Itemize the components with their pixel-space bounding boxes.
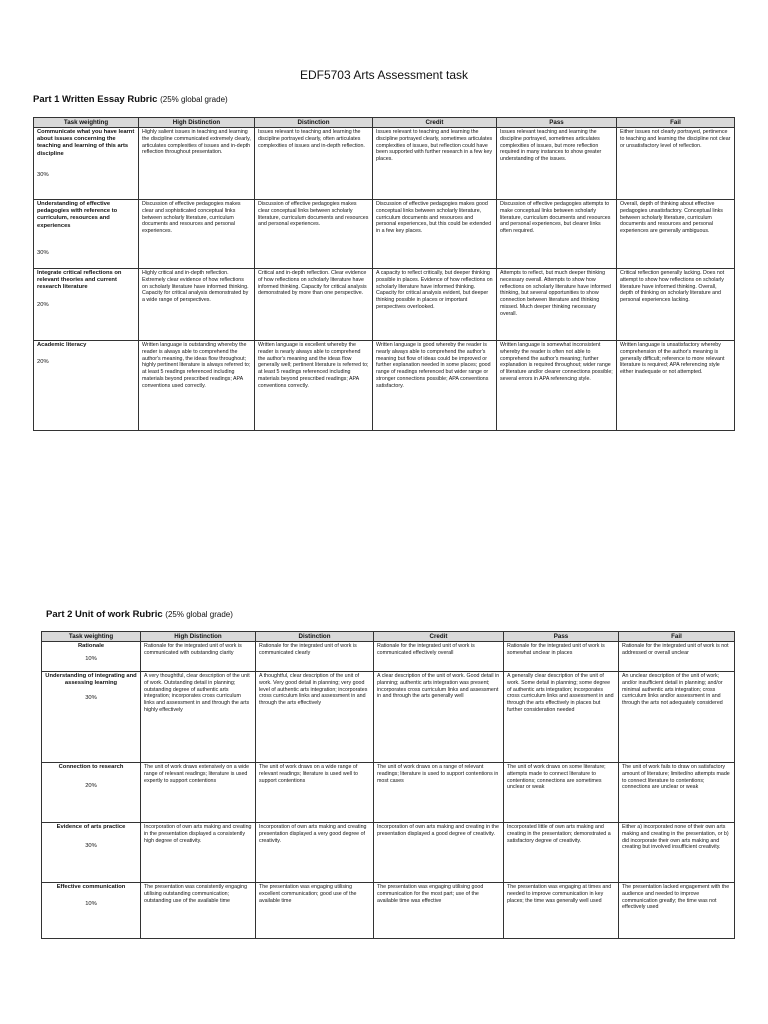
rubric-cell: Rationale for the integrated unit of work is not addressed or overall unclear <box>619 642 735 672</box>
rubric-cell: Either issues not clearly portrayed, pertinence to teaching and learning the discipline not clear or unsatisfactory level of reflection. <box>617 128 735 200</box>
rubric-cell: A capacity to reflect critically, but deeper thinking possible in places. Evidence of how reflections on scholarly literature have informed thinking. Capacity for critical analysis evident, but deeper thinking possible in places or important perspectives overlooked. <box>373 269 497 341</box>
rubric-cell: A thoughtful, clear description of the unit of work. Very good detail in planning; very good level of authentic arts integration; incorporates cross curriculum links and assessment in and through the arts effectively <box>256 672 374 763</box>
rubric-cell: Rationale for the integrated unit of work is somewhat unclear in places <box>504 642 619 672</box>
criterion-cell <box>34 341 139 431</box>
rubric-cell: An unclear description of the unit of work; and/or insufficient detail in planning; and/or minimal authentic arts integration; cross curriculum links and/or assessment in and through the arts not adequately considered <box>619 672 735 763</box>
rubric-cell: Issues relevant teaching and learning the discipline portrayed, sometimes articulates complexities of issues, but more reflection required in many instances to show greater understanding of the issues. <box>497 128 617 200</box>
table-row <box>42 763 735 823</box>
rubric-cell: Attempts to reflect, but much deeper thinking necessary overall. Attempts to show how reflections on scholarly literature have informed thinking, but several opportunities to show connection between literature and thinking missed. Much deeper thinking necessary overall. <box>497 269 617 341</box>
criterion-cell <box>42 642 141 672</box>
table-row <box>34 341 735 431</box>
header-credit: Credit <box>373 118 497 128</box>
table-header-row <box>34 118 735 128</box>
rubric-cell: Incorporation of own arts making and creating presentation displayed a very good degree of creativity. <box>256 823 374 883</box>
rubric-cell: The unit of work draws on a wide range of relevant readings; literature is used well to support contentions <box>256 763 374 823</box>
rubric-cell: Discussion of effective pedagogies makes clear conceptual links between scholarly literature, curriculum documents and resources and personal experiences. <box>255 200 373 269</box>
rubric-cell: Written language is outstanding whereby the reader is always able to comprehend the author's meaning, the ideas flow throughout; highly pertinent literature is always referred to; at least 5 readings referenced including materials beyond prescribed readings; APA conventions used correctly. <box>139 341 255 431</box>
weighting-value: 20% <box>37 301 49 308</box>
rubric-cell: The unit of work draws on a range of relevant readings; literature is used to support contentions in most cases <box>374 763 504 823</box>
criterion-label: Understanding of integrating and assessing learning <box>45 673 137 687</box>
rubric-cell: The presentation was engaging utilising excellent communication; good use of the available time <box>256 883 374 939</box>
part1-heading <box>33 94 228 105</box>
header-distinction: Distinction <box>256 632 374 642</box>
unit-of-work-rubric-table <box>41 631 735 939</box>
criterion-cell <box>34 200 139 269</box>
table-row <box>42 672 735 763</box>
rubric-cell: Discussion of effective pedagogies makes clear and sophisticated conceptual links between scholarly literature, curriculum documents and resources and personal experiences. <box>139 200 255 269</box>
rubric-cell: Incorporation of own arts making and creating in the presentation displayed a consistently high degree of creativity. <box>141 823 256 883</box>
rubric-cell: Rationale for the integrated unit of work is communicated effectively overall <box>374 642 504 672</box>
rubric-cell: Highly critical and in-depth reflection. Extremely clear evidence of how reflections on scholarly literature have informed thinking. Capacity for critical analysis demonstrated by a wide range of perspectives. <box>139 269 255 341</box>
part2-heading-text: Part 2 Unit of work Rubric <box>46 609 163 620</box>
header-pass: Pass <box>497 118 617 128</box>
rubric-cell: Highly salient issues in teaching and learning the discipline communicated extremely clearly, articulates complexities of issues and in-depth reflection throughout presentation. <box>139 128 255 200</box>
rubric-cell: The presentation was engaging utilising good communication for the most part; use of the available time was effective <box>374 883 504 939</box>
table-row <box>34 128 735 200</box>
criterion-cell <box>34 128 139 200</box>
table-header-row <box>42 632 735 642</box>
rubric-cell: The presentation was engaging at times and needed to improve communication in key places; the time was generally well used <box>504 883 619 939</box>
weighting-value: 10% <box>85 656 97 663</box>
rubric-cell: A very thoughtful, clear description of the unit of work. Outstanding detail in planning; outstanding degree of authentic arts integration; incorporates cross curriculum links and assessment in and through the arts highly effectively <box>141 672 256 763</box>
part2-heading <box>46 609 233 620</box>
rubric-cell: Written language is good whereby the reader is nearly always able to comprehend the author's meaning but flow of ideas could be improved or further explanation needed in some places; good range of readings referenced but wider range or stronger connections possible; APA conventions satisfactory. <box>373 341 497 431</box>
header-credit: Credit <box>374 632 504 642</box>
criterion-cell <box>42 763 141 823</box>
rubric-cell: Critical and in-depth reflection. Clear evidence of how reflections on scholarly literature have informed thinking. Capacity for critical analysis demonstrated by more than one perspective. <box>255 269 373 341</box>
rubric-cell: Incorporated little of own arts making and creating in the presentation; demonstrated a satisfactory degree of creativity. <box>504 823 619 883</box>
rubric-cell: Written language is unsatisfactory whereby comprehension of the author's meaning is generally difficult; reference to more relevant literature is required; APA referencing style either inadequate or not attempted. <box>617 341 735 431</box>
weighting-value: 30% <box>85 695 97 702</box>
rubric-cell: Either a) incorporated none of their own arts making and creating in the presentation, or b) did incorporate their own arts making and creating but involved insufficient creativity. <box>619 823 735 883</box>
weighting-value: 20% <box>37 359 49 366</box>
essay-rubric-table <box>33 117 735 431</box>
rubric-cell: Discussion of effective pedagogies attempts to make conceptual links between scholarly literature, curriculum documents and resources and personal experiences, but clearer links often required. <box>497 200 617 269</box>
weighting-value: 30% <box>85 843 97 850</box>
header-fail: Fail <box>617 118 735 128</box>
rubric-cell: Written language is somewhat inconsistent whereby the reader is often not able to comprehend the author's meaning; further explanation is required throughout; wider range of literature and/or clearer connections possible; several errors in APA referencing style. <box>497 341 617 431</box>
criterion-cell <box>42 823 141 883</box>
criterion-label: Evidence of arts practice <box>56 824 126 830</box>
rubric-cell: Overall, depth of thinking about effective pedagogies unsatisfactory. Conceptual links between scholarly literature, curriculum documents and resources and personal experiences are generally ambiguous. <box>617 200 735 269</box>
rubric-cell: Issues relevant to teaching and learning the discipline portrayed clearly, often articulates complexities of issues and in-depth reflection. <box>255 128 373 200</box>
rubric-cell: The presentation was consistently engaging utilising outstanding communication; outstanding use of the available time <box>141 883 256 939</box>
criterion-label: Communicate what you have learnt about issues concerning the teaching and learning of this arts discipline <box>37 129 135 157</box>
rubric-cell: Incorporation of own arts making and creating in the presentation displayed a good degree of creativity. <box>374 823 504 883</box>
table-row <box>34 200 735 269</box>
header-high-distinction: High Distinction <box>139 118 255 128</box>
header-pass: Pass <box>504 632 619 642</box>
part2-grade-note: (25% global grade) <box>165 610 233 619</box>
table-row <box>42 642 735 672</box>
criterion-label: Understanding of effective pedagogies with reference to curriculum, resources and experiences <box>37 201 118 229</box>
header-task-weighting: Task weighting <box>42 632 141 642</box>
rubric-cell: The presentation lacked engagement with the audience and needed to improve communication greatly; the time was not effectively used <box>619 883 735 939</box>
weighting-value: 20% <box>85 783 97 790</box>
table-row <box>42 823 735 883</box>
rubric-cell: The unit of work draws on some literature; attempts made to connect literature to contentions; connections are sometimes unclear or weak <box>504 763 619 823</box>
weighting-value: 30% <box>37 249 49 256</box>
criterion-label: Integrate critical reflections on relevant theories and current research literature <box>37 270 122 291</box>
rubric-cell: Rationale for the integrated unit of work is communicated clearly <box>256 642 374 672</box>
criterion-cell <box>34 269 139 341</box>
header-task-weighting: Task weighting <box>34 118 139 128</box>
rubric-cell: Issues relevant to teaching and learning the discipline portrayed clearly, sometimes articulates complexities of issues, but reflection could have been supported with further research in a few key places. <box>373 128 497 200</box>
document-title: EDF5703 Arts Assessment task <box>299 68 469 82</box>
header-distinction: Distinction <box>255 118 373 128</box>
rubric-cell: Rationale for the integrated unit of work is communicated with outstanding clarity <box>141 642 256 672</box>
rubric-cell: A clear description of the unit of work. Good detail in planning; authentic arts integration was present; incorporates cross curriculum links and assessment in and through the arts generally well <box>374 672 504 763</box>
criterion-cell <box>42 672 141 763</box>
rubric-cell: The unit of work draws extensively on a wide range of relevant readings; literature is used expertly to support contentions <box>141 763 256 823</box>
part1-heading-text: Part 1 Written Essay Rubric <box>33 94 158 105</box>
table-row <box>42 883 735 939</box>
rubric-cell: Written language is excellent whereby the reader is nearly always able to comprehend the author's meaning and the ideas flow generally well; pertinent literature is referred to; at least 5 readings referenced including materials beyond prescribed readings; APA conventions correctly. <box>255 341 373 431</box>
rubric-cell: A generally clear description of the unit of work. Some detail in planning; some degree of authentic arts integration; incorporates cross curriculum links and assessment in and through the arts effectively in places but further consideration needed <box>504 672 619 763</box>
criterion-label: Academic literacy <box>37 342 87 348</box>
rubric-cell: The unit of work fails to draw on satisfactory amount of literature; limited/no attempts made to connect literature to contentions; connections are unclear or weak <box>619 763 735 823</box>
criterion-label: Rationale <box>77 643 105 649</box>
criterion-cell <box>42 883 141 939</box>
rubric-cell: Discussion of effective pedagogies makes good conceptual links between scholarly literature, curriculum documents and resources and personal experiences, but this could be extended in a few key places. <box>373 200 497 269</box>
criterion-label: Effective communication <box>56 884 126 890</box>
weighting-value: 30% <box>37 171 49 178</box>
header-high-distinction: High Distinction <box>141 632 256 642</box>
criterion-label: Connection to research <box>58 764 124 770</box>
part1-grade-note: (25% global grade) <box>160 95 228 104</box>
weighting-value: 10% <box>85 901 97 908</box>
header-fail: Fail <box>619 632 735 642</box>
rubric-cell: Critical reflection generally lacking. Does not attempt to show how reflections on scholarly literature have informed thinking. Overall, depth of thinking on scholarly literature and personal experiences lacking. <box>617 269 735 341</box>
table-row <box>34 269 735 341</box>
